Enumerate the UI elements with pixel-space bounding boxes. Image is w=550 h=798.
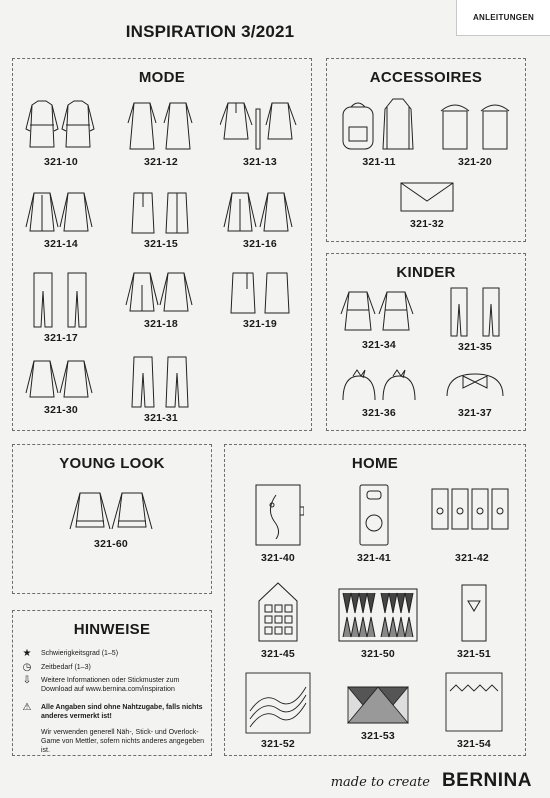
coat-sketch-icon (24, 99, 98, 153)
pattern-code: 321-19 (243, 318, 277, 330)
download-icon: ⇩ (22, 675, 32, 686)
pattern-item[interactable] (431, 581, 517, 660)
pattern-code: 321-51 (457, 648, 491, 660)
hint-text: Zeitbedarf (1–3) (41, 664, 91, 671)
kinder-section (326, 253, 526, 431)
advent-house-sketch-icon (255, 579, 301, 645)
envelope-sketch-icon (399, 179, 455, 215)
pattern-code: 321-30 (44, 404, 78, 416)
pattern-item[interactable] (21, 189, 101, 250)
quilt-sketch-icon (244, 671, 312, 735)
pattern-item[interactable] (331, 585, 425, 660)
pattern-item[interactable] (329, 481, 419, 564)
hint-text: Schwierigkeitsgrad (1–5) (41, 650, 119, 657)
hint-row (19, 676, 205, 694)
pattern-code: 321-54 (457, 738, 491, 750)
pattern-item[interactable] (335, 366, 423, 419)
pattern-item[interactable] (431, 284, 519, 353)
hinweise-section (12, 610, 212, 756)
pattern-item[interactable] (121, 353, 201, 424)
pattern-item[interactable] (331, 683, 425, 742)
dress-sketch-icon (124, 99, 198, 153)
patchwork-sketch-icon (346, 683, 410, 727)
pattern-code: 321-36 (362, 407, 396, 419)
page-title: INSPIRATION 3/2021 (125, 22, 295, 41)
clock-icon: ◷ (22, 662, 32, 673)
headband-sketch-icon (433, 366, 517, 404)
pattern-item[interactable] (233, 579, 323, 660)
cushion-sketch-icon (442, 671, 506, 735)
pattern-code: 321-31 (144, 412, 178, 424)
pattern-item[interactable] (121, 269, 201, 330)
pattern-item[interactable] (63, 489, 159, 550)
pattern-code: 321-35 (458, 341, 492, 353)
hint-text: Weitere Informationen oder Stickmuster zum Download auf www.bernina.com/inspiration (41, 677, 180, 693)
accessoires-section (326, 58, 526, 242)
pattern-code: 321-52 (261, 738, 295, 750)
bag-sketch-icon (433, 97, 517, 153)
pattern-item[interactable] (431, 366, 519, 419)
pattern-code: 321-40 (261, 552, 295, 564)
home-section (224, 444, 526, 756)
sweater-sketch-icon (66, 489, 156, 535)
hint-row (19, 703, 205, 721)
jacket-sketch-icon (222, 189, 298, 235)
backpack-sketch-icon (337, 97, 421, 153)
hint-text: Alle Angaben sind ohne Nahtzugabe, falls nichts anderes vermerkt ist! (41, 704, 203, 720)
star-icon: ★ (22, 648, 32, 659)
pattern-item[interactable] (21, 99, 101, 168)
blouse-sketch-icon (24, 189, 98, 235)
pattern-code: 321-15 (144, 238, 178, 250)
folder-sketch-icon (252, 481, 304, 549)
pattern-code: 321-17 (44, 332, 78, 344)
pattern-item[interactable] (335, 288, 423, 351)
brand-logo: BERNINA (441, 770, 532, 791)
pattern-item[interactable] (21, 269, 101, 344)
pattern-code: 321-16 (243, 238, 277, 250)
pattern-item[interactable] (233, 671, 323, 750)
pattern-code: 321-45 (261, 648, 295, 660)
pattern-item[interactable] (121, 189, 201, 250)
home-title: HOME (351, 455, 399, 472)
child-trousers-sketch-icon (433, 284, 517, 338)
trousers-sketch-icon (24, 269, 98, 329)
hint-row (19, 649, 205, 659)
young-look-title: YOUNG LOOK (59, 455, 165, 472)
hint-text: Wir verwenden generell Näh-, Stick- und Overlock-Game von Mettler, sofern nichts anderes angegeben ist. (41, 729, 205, 754)
pattern-item[interactable] (21, 357, 101, 416)
pattern-item[interactable] (217, 269, 303, 330)
wide-trousers-sketch-icon (124, 353, 198, 409)
pattern-code: 321-53 (361, 730, 395, 742)
mode-title: MODE (138, 69, 186, 86)
pattern-item[interactable] (387, 179, 467, 230)
footer-slogan: made to create (330, 775, 430, 790)
pattern-item[interactable] (427, 671, 521, 750)
pattern-code: 321-11 (362, 156, 396, 168)
pattern-item[interactable] (233, 481, 323, 564)
hair-clip-sketch-icon (337, 366, 421, 404)
pattern-code: 321-42 (455, 552, 489, 564)
shirt-sketch-icon (24, 357, 98, 401)
door-hanger-sketch-icon (354, 481, 394, 549)
pattern-code: 321-32 (410, 218, 444, 230)
backgammon-board-sketch-icon (337, 585, 419, 645)
hint-row (19, 663, 205, 673)
pattern-code: 321-13 (243, 156, 277, 168)
pattern-code: 321-10 (44, 156, 78, 168)
pattern-code: 321-12 (144, 156, 178, 168)
pattern-code: 321-14 (44, 238, 78, 250)
pattern-item[interactable] (431, 97, 519, 168)
instructions-tab[interactable]: ANLEITUNGEN (456, 0, 550, 36)
child-dress-sketch-icon (337, 288, 421, 336)
kinder-title: KINDER (396, 264, 456, 281)
cardigan-sketch-icon (124, 269, 198, 315)
warning-icon: ⚠ (22, 702, 32, 713)
pattern-item[interactable] (121, 99, 201, 168)
pattern-code: 321-60 (94, 538, 128, 550)
skirt-sketch-icon (223, 269, 297, 315)
pouch-sketch-icon (454, 581, 494, 645)
pattern-code: 321-37 (458, 407, 492, 419)
tunic-sketch-icon (220, 99, 300, 153)
pattern-code: 321-18 (144, 318, 178, 330)
young-look-section (12, 444, 212, 594)
pattern-item[interactable] (335, 97, 423, 168)
skirt-sketch-icon (124, 189, 198, 235)
pattern-code: 321-41 (357, 552, 391, 564)
door-signs-sketch-icon (430, 485, 514, 549)
pattern-code: 321-20 (458, 156, 492, 168)
pattern-item[interactable] (217, 99, 303, 168)
hint-row (19, 728, 205, 755)
pattern-item[interactable] (217, 189, 303, 250)
hinweise-title: HINWEISE (73, 621, 151, 638)
accessoires-title: ACCESSOIRES (369, 69, 483, 86)
pattern-code: 321-34 (362, 339, 396, 351)
pattern-item[interactable] (425, 485, 519, 564)
mode-section (12, 58, 312, 431)
pattern-code: 321-50 (361, 648, 395, 660)
